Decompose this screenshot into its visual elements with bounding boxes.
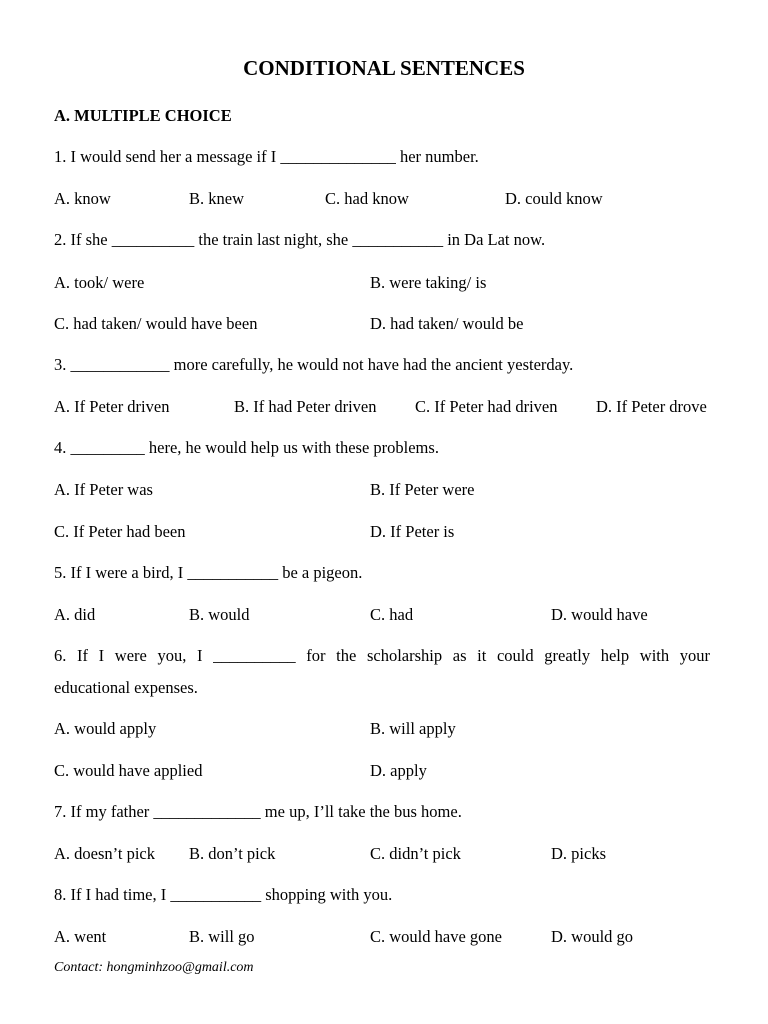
q7-option-a: A. doesn’t pick	[54, 844, 155, 863]
q1-option-d: D. could know	[505, 189, 603, 208]
q4-option-d: D. If Peter is	[370, 522, 455, 541]
question-4: 4. _________ here, he would help us with these problems.	[54, 438, 439, 457]
q6-option-d: D. apply	[370, 761, 427, 780]
q7-option-b: B. don’t pick	[189, 844, 276, 863]
q2-option-d: D. had taken/ would be	[370, 314, 524, 333]
question-7: 7. If my father _____________ me up, I’ll take the bus home.	[54, 802, 462, 821]
q8-option-c: C. would have gone	[370, 927, 502, 946]
q8-option-d: D. would go	[551, 927, 634, 946]
q1-option-c: C. had know	[325, 189, 409, 208]
q5-option-d: D. would have	[551, 605, 648, 624]
q3-option-c: C. If Peter had driven	[415, 397, 558, 416]
q3-option-b: B. If had Peter driven	[234, 397, 377, 416]
q2-option-c: C. had taken/ would have been	[54, 314, 258, 333]
question-3: 3. ____________ more carefully, he would not have had the ancient yesterday.	[54, 355, 574, 374]
question-2: 2. If she __________ the train last night, she ___________ in Da Lat now.	[54, 230, 546, 249]
q5-option-b: B. would	[189, 605, 250, 624]
q4-option-a: A. If Peter was	[54, 480, 153, 499]
q7-option-d: D. picks	[551, 844, 606, 863]
section-heading: A. MULTIPLE CHOICE	[54, 106, 232, 125]
q4-option-c: C. If Peter had been	[54, 522, 186, 541]
q3-option-a: A. If Peter driven	[54, 397, 170, 416]
q8-option-b: B. will go	[189, 927, 255, 946]
q5-option-a: A. did	[54, 605, 96, 624]
q5-option-c: C. had	[370, 605, 414, 624]
q8-option-a: A. went	[54, 927, 107, 946]
q2-option-b: B. were taking/ is	[370, 273, 487, 292]
contact-footer: Contact: hongminhzoo@gmail.com	[54, 960, 254, 975]
question-8: 8. If I had time, I ___________ shopping with you.	[54, 885, 393, 904]
q7-option-c: C. didn’t pick	[370, 844, 461, 863]
q1-option-a: A. know	[54, 189, 111, 208]
page-title: CONDITIONAL SENTENCES	[243, 56, 525, 80]
question-6: 6. If I were you, I __________ for the scholarship as it could greatly help with your	[54, 646, 710, 665]
question-5: 5. If I were a bird, I ___________ be a pigeon.	[54, 563, 363, 582]
q6-option-a: A. would apply	[54, 719, 157, 738]
q2-option-a: A. took/ were	[54, 273, 145, 292]
q6-option-b: B. will apply	[370, 719, 456, 738]
q1-option-b: B. knew	[189, 189, 244, 208]
question-6-continuation: educational expenses.	[54, 678, 198, 697]
q4-option-b: B. If Peter were	[370, 480, 475, 499]
q3-option-d: D. If Peter drove	[596, 397, 707, 416]
question-1: 1. I would send her a message if I ______________ her number.	[54, 147, 479, 166]
q6-option-c: C. would have applied	[54, 761, 203, 780]
